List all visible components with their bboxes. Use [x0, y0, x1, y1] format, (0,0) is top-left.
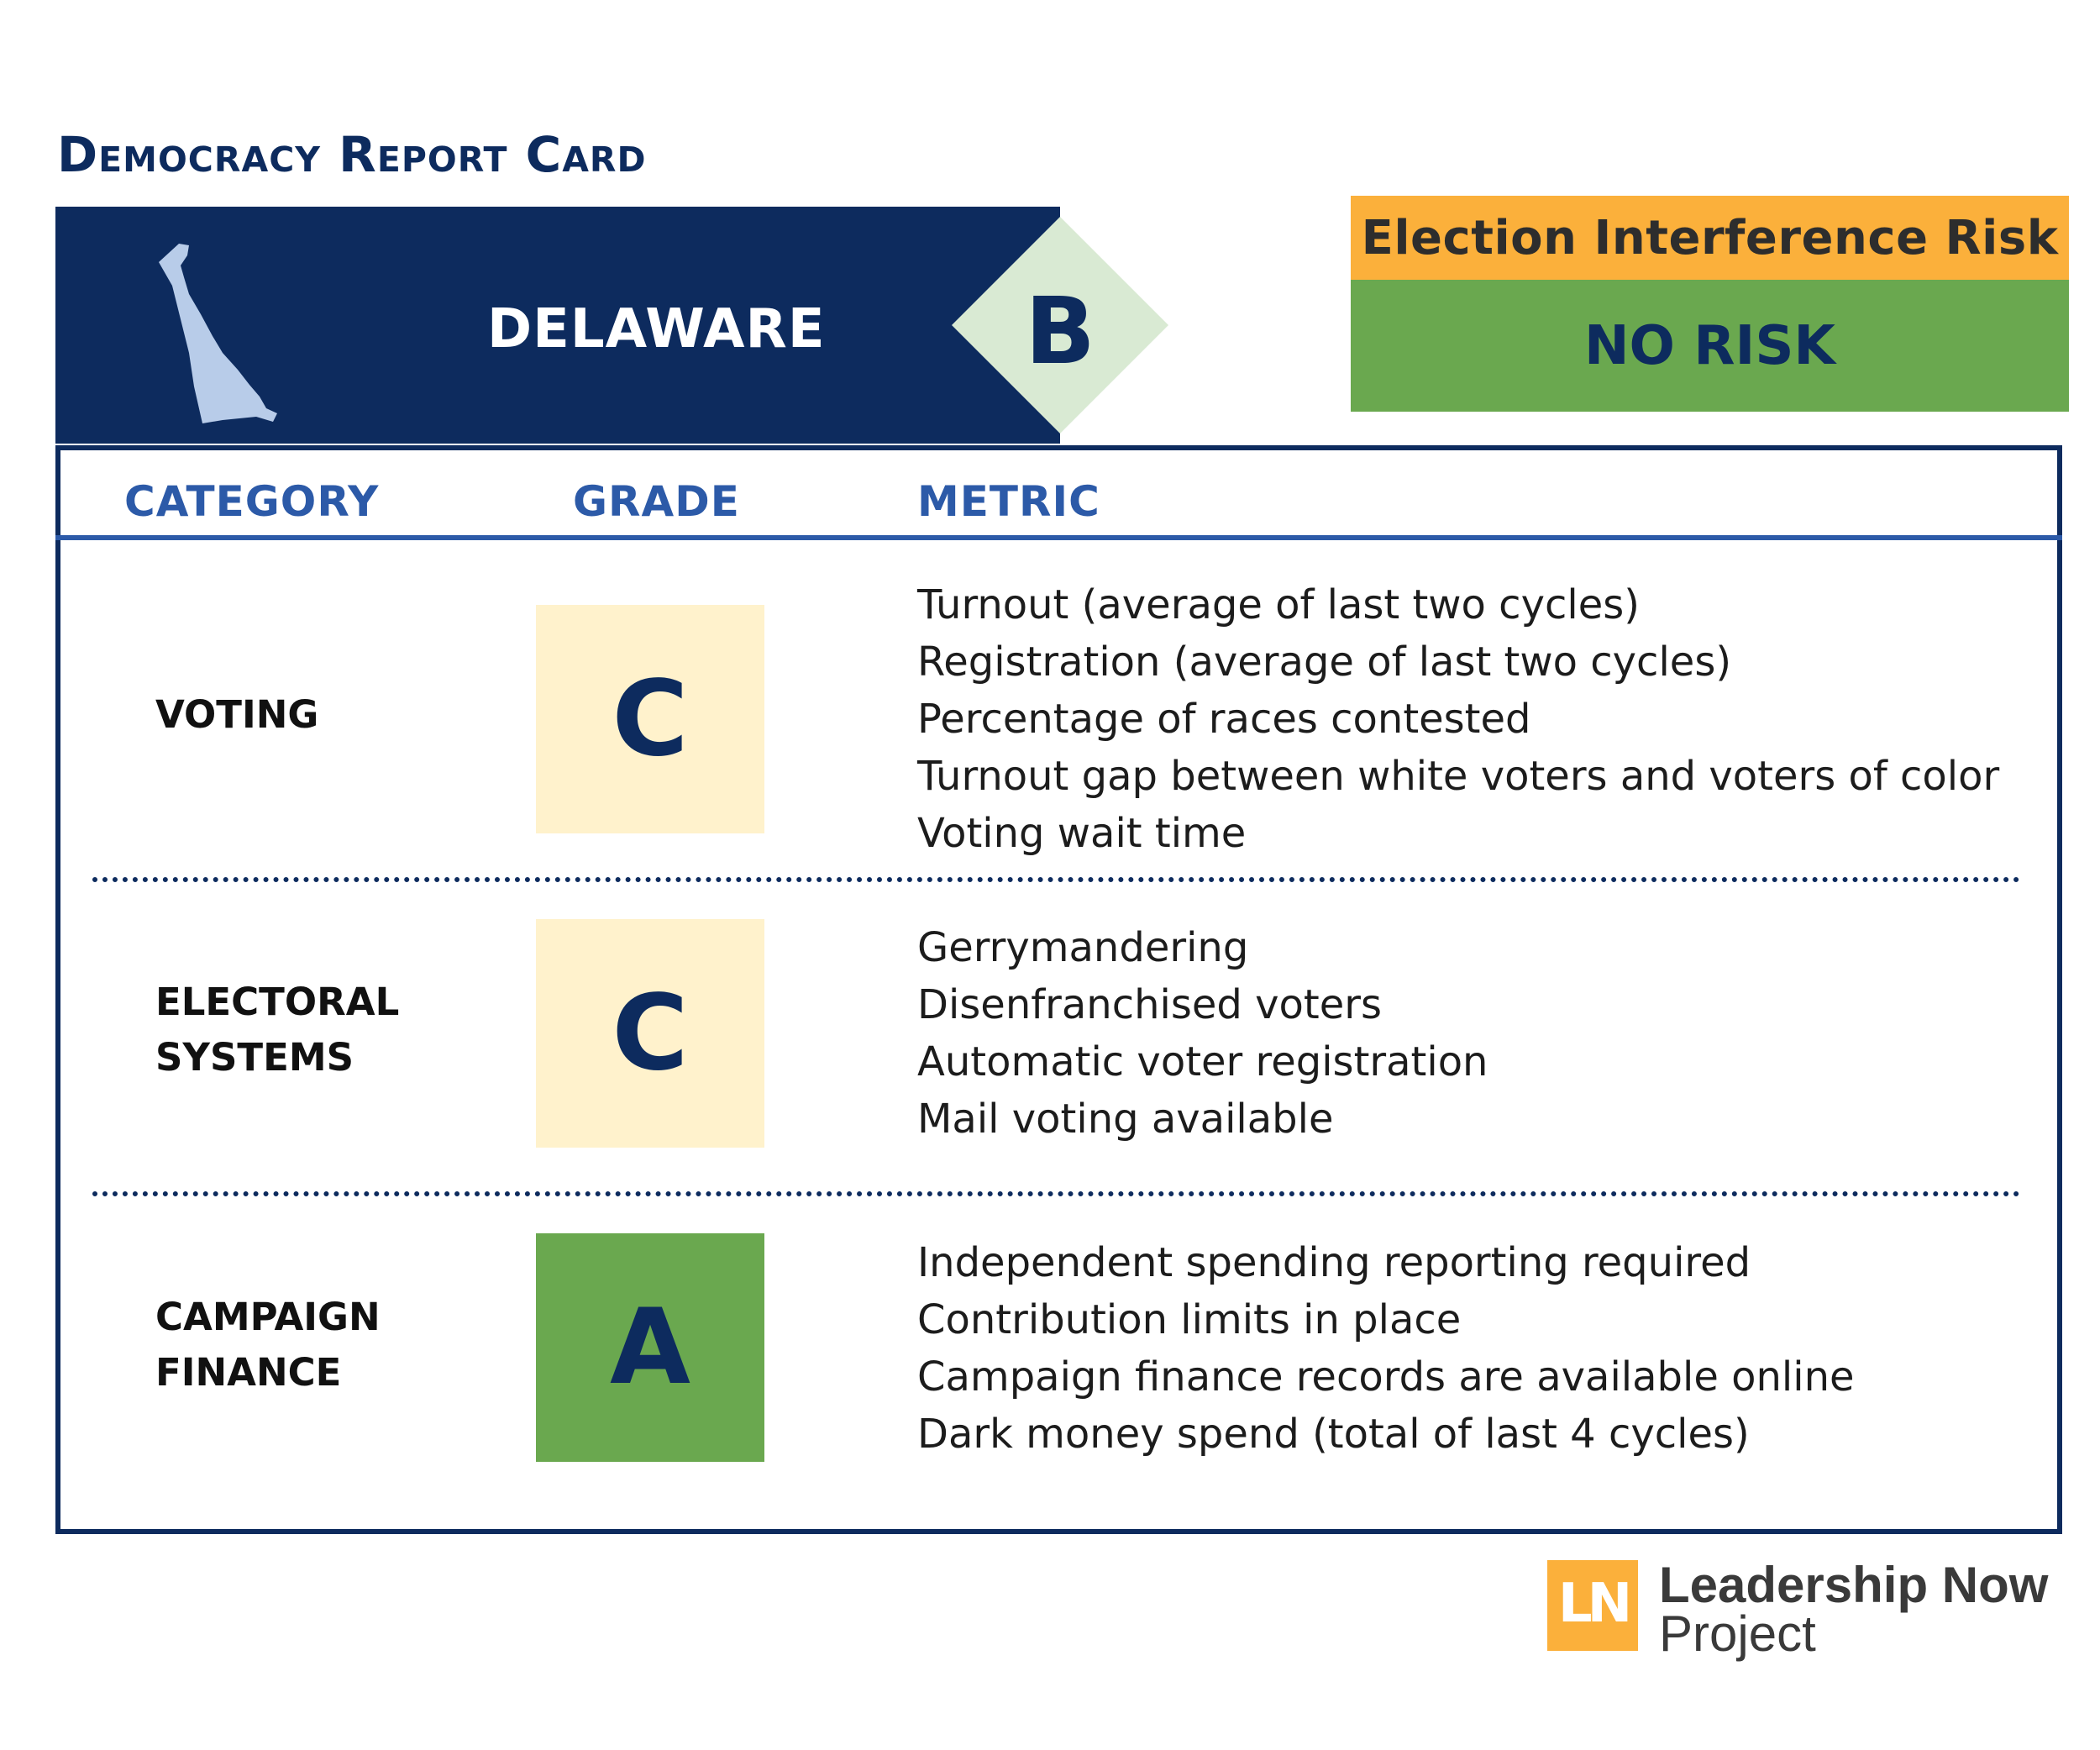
- metric-list: [917, 1234, 1855, 1463]
- category-line: ELECTORAL: [155, 980, 400, 1024]
- metric-item: Campaign finance records are available online: [917, 1353, 1855, 1401]
- logo-mark: LN: [1557, 1573, 1628, 1635]
- metric-item: Registration (average of last two cycles): [917, 639, 1732, 686]
- category-line: FINANCE: [155, 1350, 342, 1395]
- grade-box: A: [536, 1233, 764, 1462]
- metric-item: Mail voting available: [917, 1096, 1334, 1143]
- metric-item: Disenfranchised voters: [917, 981, 1383, 1028]
- row-separator: [92, 877, 2020, 882]
- metric-item: Independent spending reporting required: [917, 1239, 1751, 1286]
- state-name: DELAWARE: [487, 298, 826, 360]
- risk-value: NO RISK: [1351, 280, 2069, 412]
- risk-label: Election Interference Risk: [1351, 196, 2069, 280]
- category-line: CAMPAIGN: [155, 1295, 381, 1339]
- category-line: VOTING: [155, 692, 319, 737]
- metric-item: Turnout gap between white voters and voters of color: [917, 753, 2000, 800]
- row-separator: [92, 1191, 2020, 1196]
- logo-text-line2: Project: [1659, 1605, 1816, 1662]
- grade-box: C: [536, 605, 764, 833]
- metric-item: Contribution limits in place: [917, 1296, 1462, 1343]
- column-header-category: CATEGORY: [124, 477, 380, 526]
- grade-box: C: [536, 919, 764, 1148]
- overall-grade: B: [1025, 277, 1095, 385]
- column-header-grade: GRADE: [573, 477, 740, 526]
- metric-item: Gerrymandering: [917, 924, 1249, 971]
- column-header-metric: METRIC: [917, 477, 1100, 526]
- category-label: [155, 975, 399, 1085]
- category-label: [155, 1290, 381, 1401]
- metric-item: Percentage of races contested: [917, 696, 1531, 743]
- logo-text-line1: Leadership Now: [1659, 1557, 2049, 1613]
- metric-item: Turnout (average of last two cycles): [917, 581, 1640, 628]
- page-title: Democracy Report Card: [57, 126, 647, 183]
- category-line: SYSTEMS: [155, 1035, 354, 1080]
- metric-item: Voting wait time: [917, 810, 1247, 857]
- metric-list: [917, 919, 1488, 1148]
- header-divider: [55, 535, 2062, 540]
- category-label: [155, 687, 318, 743]
- metric-item: Automatic voter registration: [917, 1038, 1488, 1085]
- delaware-state-outline-icon: [155, 244, 277, 424]
- metric-item: Dark money spend (total of last 4 cycles): [917, 1411, 1750, 1458]
- metric-list: [917, 576, 1999, 862]
